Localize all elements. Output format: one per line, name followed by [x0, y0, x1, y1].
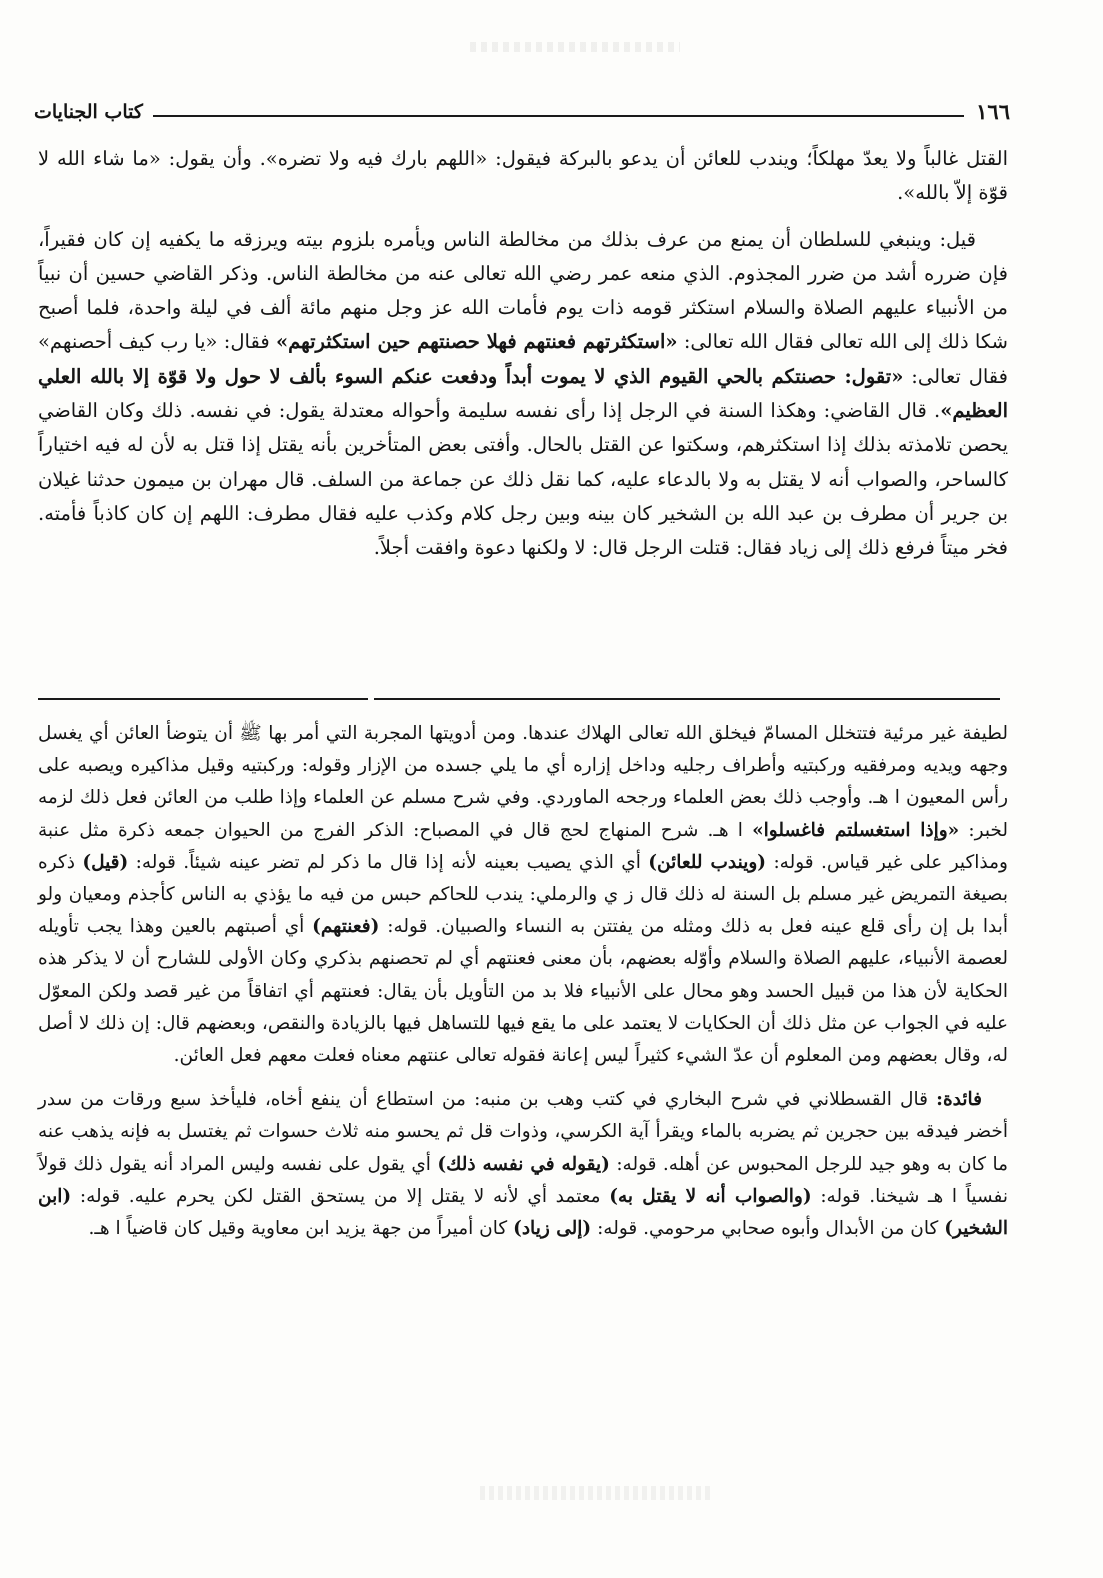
main-text	[38, 142, 1008, 566]
main-text-segment: فقال: «يا رب كيف أحصنهم» فقال تعالى:	[38, 330, 1008, 388]
footnote-segment: قال القسطلاني في شرح البخاري في كتب وهب بن منبه: من استطاع أن ينفع أخاه، فليأخذ سبع ورقات من سدر أخضر فيدقه بين حجرين ثم يضربه بالماء ويقرأ آية الكرسي، وذوات قل ثم يحسو منه ثلاث حسوات ثم يغتسل به فإنه يذهب عنه ما كان به وهو جيد للرجل المحبوس عن أهله. قوله:	[38, 1089, 1009, 1175]
footnote-bold: (فعنتهم)	[312, 916, 380, 938]
footnote-paragraph-2	[38, 1084, 1008, 1245]
footnote-bold: (قيل)	[82, 851, 129, 873]
footnotes	[38, 718, 1008, 1245]
footnote-segment: معتمد أي لأنه لا يقتل إلا من يستحق القتل لكن يحرم عليه. قوله:	[79, 1185, 601, 1207]
scan-artifact-top	[470, 42, 680, 52]
main-paragraph-2	[38, 223, 1008, 566]
page-number: ١٦٦	[976, 99, 1010, 124]
footnote-separator	[38, 698, 1000, 700]
footnote-segment: أي يقول على نفسه وليس المراد أنه يقول ذلك قولاً نفسياً ا هـ شيخنا. قوله:	[38, 1153, 1009, 1207]
page-header	[34, 95, 1010, 125]
footnote-segment: أي الذي يصيب بعينه لأنه إذا قال ما ذكر لم تضر عينه شيئاً. قوله:	[135, 851, 641, 873]
main-paragraph-1: القتل غالباً ولا يعدّ مهلكاً؛ ويندب للعائن أن يدعو بالبركة فيقول: «اللهم بارك فيه ولا تضره». وأن يقول: «ما شاء الله لا قوّة إلاّ بالله».	[38, 147, 1008, 205]
footnote-bold: فائدة:	[936, 1089, 982, 1111]
footnote-segment: أي أصبتهم بالعين وهذا يجب تأويله لعصمة الأنبياء، عليهم الصلاة والسلام وأوّله بعضهم، بأن معنى فعنتهم أي لم تحصنهم بذكري وكان الأولى للشارح أن لا يذكر هذه الحكاية لأن هذا من قبيل الحسد وهو محال على الأنبياء فلا بد من التأويل بأن يقال: فعنتهم أي اتفاقاً من غير قصد ولكن المعوّل عليه في الجواب عن مثل ذلك أن الحكايات لا يعتمد على ما يقع فيها للتساهل فيها بالزيادة والنقص، وبعضهم قال: إن ذلك لا أصل له، وقال بعضهم ومن المعلوم أن عدّ الشيء كثيراً ليس إعانة فقوله تعالى عنتهم معناه فعلت معهم فعل العائن.	[38, 916, 1008, 1067]
main-quote-bold: «استكثرتهم فعنتهم فهلا حصنتهم حين استكثرتهم»	[275, 330, 678, 354]
footnote-segment: ذكره بصيغة التمريض غير مسلم بل السنة له ذلك قال ز ي والرملي: يندب للحاكم حبس من فيه ما يؤذي به الناس كأجذم ومعيان ولو أبدا بل إن رأى قلع عينه فعل به ذلك ومثله من يفتتن به النساء والصبيان. قوله:	[38, 851, 1008, 938]
main-text-segment: . قال القاضي: وهكذا السنة في الرجل إذا رأى نفسه سليمة وأحواله معتدلة يقول: في نفسه. ذلك وكان القاضي يحصن تلامذته بذلك إذا استكثرهم، وسكتوا عن القتل بالحال. وأفتى بعض المتأخرين بأنه يقتل إذا قتل به لأن له فيه اختياراً كالساحر، والصواب أنه لا يقتل به ولا بالدعاء عليه، كما نقل ذلك عن جماعة من السلف. قال مهران بن ميمون حدثنا غيلان بن جرير أن مطرف بن عبد الله بن الشخير كان بينه وبين رجل كلام وكذب عليه فقال مطرف: اللهم إن كان كاذباً فأمته. فخر ميتاً فرفع ذلك إلى زياد فقال: قتلت الرجل قال: لا ولكنها دعوة وافقت أجلاً.	[38, 399, 1008, 560]
footnote-segment: كان من الأبدال وأبوه صحابي مرحومي. قوله:	[597, 1218, 939, 1240]
footnote-bold: (ابن الشخير)	[38, 1185, 1008, 1240]
footnote-bold: (والصواب أنه لا يقتل به)	[609, 1185, 812, 1207]
main-text-segment: قيل: وينبغي للسلطان أن يمنع من عرف بذلك من مخالطة الناس ويأمره بلزوم بيته ويرزقه ما يكفيه إن كان فقيراً، فإن ضرره أشد من ضرر المجذوم. الذي منعه عمر رضي الله تعالى عنه من مخالطة الناس. وذكر القاضي حسين أن نبياً من الأنبياء عليهم الصلاة والسلام استكثر قومه ذات يوم فأمات الله عز وجل منهم مائة ألف في ليلة واحدة، فلما أصبح شكا ذلك إلى الله تعالى فقال الله تعالى:	[38, 227, 1008, 354]
footnote-bold: (ويندب للعائن)	[648, 851, 767, 873]
footnote-paragraph-1	[38, 718, 1008, 1072]
book-title: كتاب الجنايات	[34, 101, 143, 123]
main-quote-bold: «تقول: حصنتكم بالحي القيوم الذي لا يموت أبداً ودفعت عنكم السوء بألف لا حول ولا قوّة إلا بالله العلي العظيم»	[38, 364, 1008, 423]
footnote-bold: (يقوله في نفسه ذلك)	[437, 1153, 610, 1175]
footnote-segment: ا هـ. شرح المنهاج لحج قال في المصباح: الذكر الفرج من الحيوان جمعه ذكرة مثل عنبة ومذاكير على غير قياس. قوله:	[38, 819, 1008, 873]
scan-artifact-bottom	[480, 1486, 710, 1500]
footnote-bold: «وإذا استغسلتم فاغسلوا»	[752, 819, 960, 841]
header-rule	[153, 115, 964, 117]
footnote-segment: كان أميراً من جهة يزيد ابن معاوية وقيل كان قاضياً ا هـ.	[88, 1218, 508, 1240]
footnote-bold: (إلى زياد)	[513, 1218, 592, 1240]
footnote-segment: لطيفة غير مرئية فتتخلل المسامّ فيخلق الله تعالى الهلاك عندها. ومن أدويتها المجربة التي أمر بها ﷺ أن يتوضأ العائن أي يغسل وجهه ويديه ومرفقيه وركبتيه وأطراف رجليه وداخل إزاره أي ما يلي جسده من الإزار وقوله: وركبتيه وقيل مذاكيره ويصبه على رأس المعيون ا هـ. وأوجب ذلك بعض العلماء ورجحه الماوردي. وفي شرح مسلم عن العلماء وإذا طلب من العائن فعل ذلك لزمه لخبر:	[38, 723, 1009, 841]
